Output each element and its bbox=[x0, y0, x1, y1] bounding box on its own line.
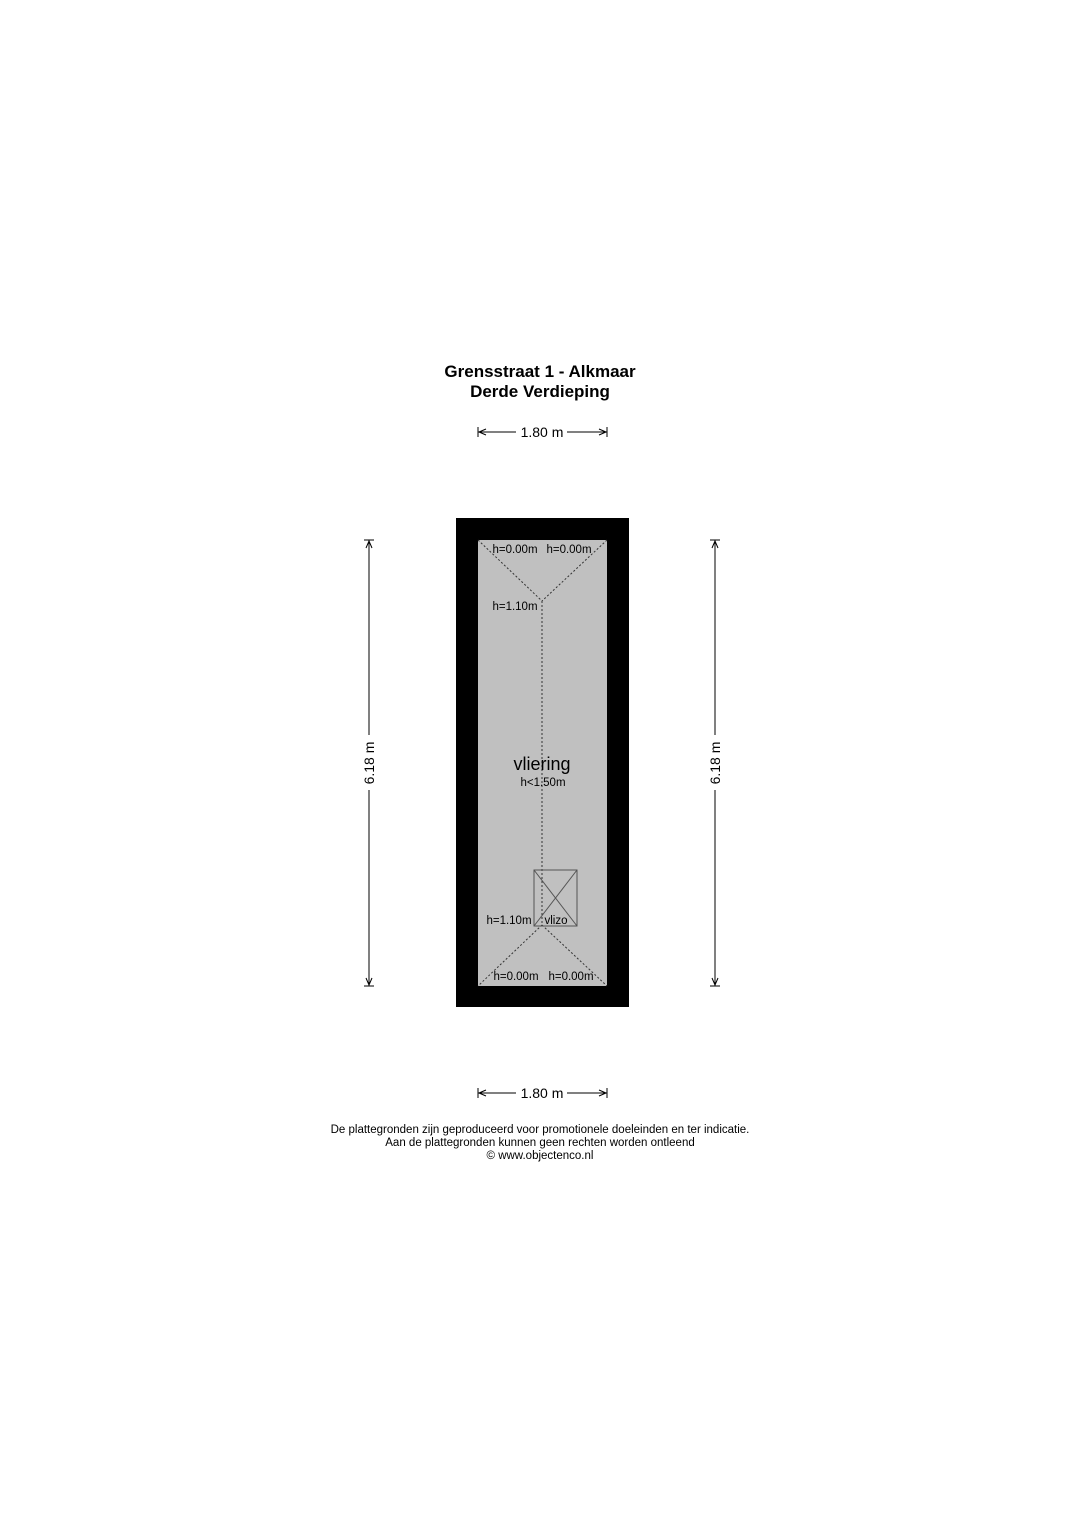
plan-address-title: Grensstraat 1 - Alkmaar bbox=[444, 362, 636, 381]
disclaimer-line-2: Aan de plattegronden kunnen geen rechten worden ontleend bbox=[385, 1137, 695, 1149]
bottom-width-label: 1.80 m bbox=[520, 1085, 564, 1101]
room-name-label: vliering bbox=[513, 754, 571, 774]
height-top-left-label: h=0.00m bbox=[492, 544, 538, 556]
copyright-line: © www.objectenco.nl bbox=[486, 1150, 594, 1162]
height-top-ridge-label: h=1.10m bbox=[492, 601, 538, 613]
height-bottom-ridge-label: h=1.10m bbox=[486, 915, 532, 927]
disclaimer-line-1: De plattegronden zijn geproduceerd voor promotionele doeleinden en ter indicatie. bbox=[330, 1124, 750, 1136]
left-length-label: 6.18 m bbox=[361, 741, 377, 785]
left-length-dimension bbox=[361, 540, 377, 986]
vlizo-label: vlizo bbox=[544, 915, 568, 927]
top-width-dimension bbox=[478, 424, 607, 440]
height-bottom-right-label: h=0.00m bbox=[548, 971, 594, 983]
room-height-label: h<1.50m bbox=[520, 777, 566, 789]
height-bottom-left-label: h=0.00m bbox=[493, 971, 539, 983]
top-width-label: 1.80 m bbox=[520, 424, 564, 440]
bottom-width-dimension bbox=[478, 1085, 607, 1101]
height-top-right-label: h=0.00m bbox=[546, 544, 592, 556]
right-length-dimension bbox=[707, 540, 723, 986]
right-length-label: 6.18 m bbox=[707, 741, 723, 785]
plan-floor-title: Derde Verdieping bbox=[470, 382, 610, 401]
